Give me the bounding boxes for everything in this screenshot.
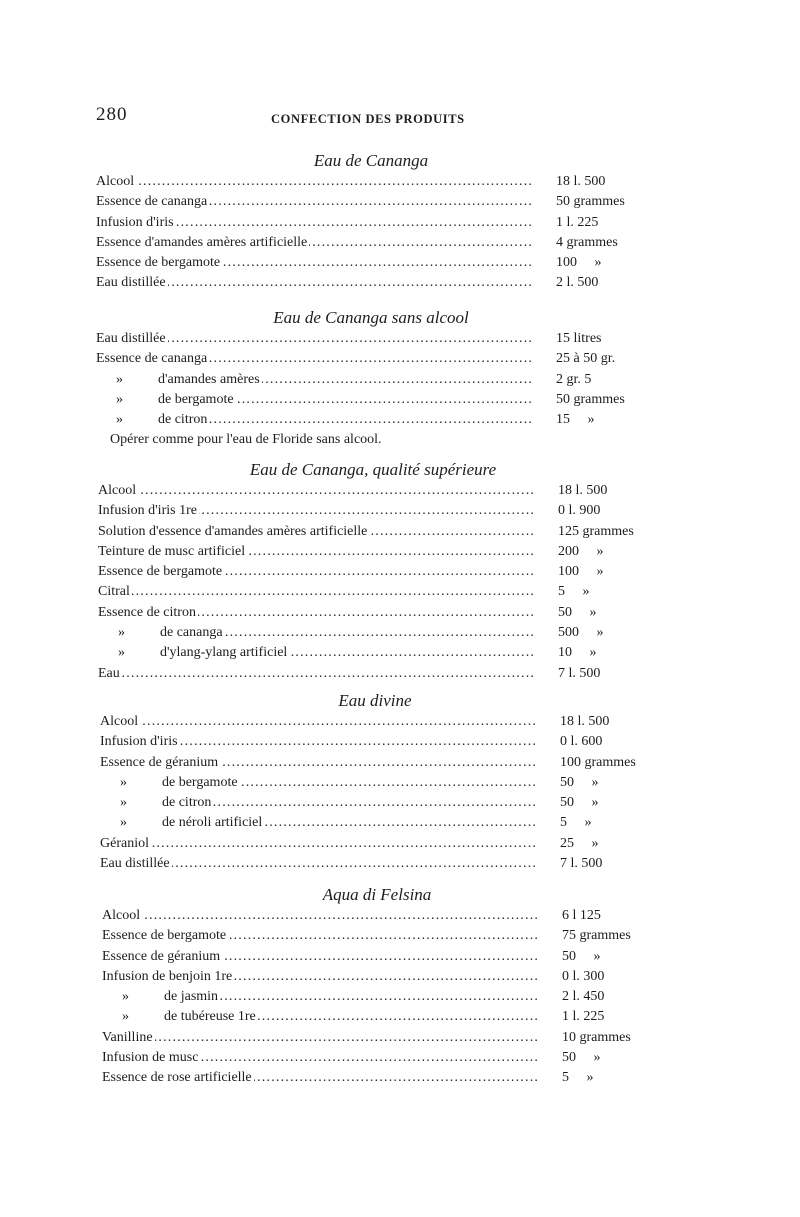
- ingredient-label: de citron: [162, 795, 212, 811]
- running-title: CONFECTION DES PRODUITS: [271, 112, 465, 126]
- ingredient-label: Essence de bergamote: [96, 255, 221, 271]
- ingredient-quantity: 75 grammes: [562, 928, 631, 944]
- ingredient-row: [96, 192, 666, 212]
- ingredient-name: [98, 603, 533, 623]
- recipe-block: [96, 150, 666, 294]
- ingredient-row: [102, 1048, 672, 1068]
- ingredient-row: [98, 542, 668, 562]
- ingredient-quantity: 7 l. 500: [560, 856, 603, 872]
- ingredient-name: [102, 987, 537, 1007]
- ingredient-label: Infusion de musc: [102, 1050, 199, 1066]
- ingredient-quantity: 10 »: [558, 645, 597, 661]
- ingredient-name: [96, 370, 531, 390]
- recipe-title: Aqua di Felsina: [322, 885, 432, 904]
- ingredient-name: [100, 793, 535, 813]
- ingredient-label: Essence de géranium: [102, 948, 221, 964]
- ingredient-name: [100, 732, 535, 752]
- ingredient-quantity: 4 grammes: [556, 234, 618, 250]
- ingredient-quantity: 5 »: [562, 1070, 594, 1086]
- ingredient-row: [96, 329, 666, 349]
- ingredient-quantity: 15 litres: [556, 331, 602, 346]
- ingredient-quantity: 0 l. 600: [560, 734, 603, 750]
- page-header: [96, 104, 566, 130]
- ingredient-quantity: 1 l. 225: [556, 214, 599, 230]
- ingredient-row: [100, 732, 670, 752]
- ingredient-row: [102, 987, 672, 1007]
- ingredient-name: [102, 1068, 537, 1088]
- ingredient-quantity: 25 à 50 gr.: [556, 351, 616, 367]
- ingredient-label: Infusion d'iris 1re: [98, 503, 197, 519]
- ingredient-name: [102, 1007, 537, 1027]
- ingredient-quantity: 500 »: [558, 625, 604, 641]
- ingredient-label: de citron: [158, 412, 208, 428]
- ingredient-name: [96, 253, 531, 273]
- ingredient-label: Essence de rose artificielle: [102, 1070, 252, 1086]
- ingredient-quantity: 0 l. 900: [558, 503, 601, 519]
- ingredient-quantity: 100 »: [556, 255, 602, 271]
- ditto-mark: »: [120, 815, 127, 831]
- ingredient-label: d'amandes amères: [158, 371, 260, 387]
- ingredient-label: Essence de cananga: [96, 351, 208, 367]
- ingredient-row: [96, 213, 666, 233]
- ingredient-name: [96, 233, 531, 253]
- ingredient-row: [100, 793, 670, 813]
- ingredient-row: [96, 349, 666, 369]
- ingredient-quantity: 50 grammes: [556, 194, 625, 210]
- ingredient-name: [102, 926, 537, 946]
- ditto-mark: »: [118, 625, 125, 641]
- recipe-block: [96, 307, 666, 450]
- ingredient-row: [98, 522, 668, 542]
- ingredient-name: [96, 390, 531, 410]
- ingredient-label: Essence de cananga: [96, 194, 208, 210]
- ingredient-name: [102, 947, 537, 967]
- ingredient-quantity: 18 l. 500: [560, 714, 610, 729]
- ingredient-name: [96, 213, 531, 233]
- recipe-title: Eau de Cananga, qualité supérieure: [249, 460, 497, 479]
- ingredient-label: Infusion d'iris: [100, 734, 178, 750]
- ingredient-row: [98, 643, 668, 663]
- ingredient-label: Eau distillée: [96, 275, 166, 291]
- ingredient-name: [102, 967, 537, 987]
- ingredient-quantity: 18 l. 500: [556, 174, 606, 189]
- ingredient-label: de bergamote: [162, 774, 238, 790]
- ingredient-name: [98, 481, 533, 501]
- ingredient-row: [102, 967, 672, 987]
- recipe-title: Eau divine: [338, 691, 412, 710]
- ingredient-label: Teinture de musc artificiel: [98, 543, 246, 559]
- ingredient-label: Infusion d'iris: [96, 214, 174, 230]
- ingredient-quantity: 2 l. 450: [562, 989, 605, 1005]
- ingredient-quantity: 18 l. 500: [558, 483, 608, 498]
- ingredient-quantity: 25 »: [560, 835, 599, 851]
- ingredient-name: [100, 813, 535, 833]
- ingredient-name: [98, 664, 533, 684]
- ingredient-row: [96, 253, 666, 273]
- ingredient-quantity: 2 l. 500: [556, 275, 599, 291]
- ingredient-name: [102, 1028, 537, 1048]
- ingredient-row: [98, 481, 668, 501]
- ingredient-row: [96, 172, 666, 192]
- ingredient-row: [98, 582, 668, 602]
- ingredient-name: [98, 522, 533, 542]
- recipe-note: Opérer comme pour l'eau de Floride sans alcool.: [110, 432, 382, 448]
- ingredient-row: [102, 926, 672, 946]
- ingredient-row: [98, 562, 668, 582]
- page-number: 280: [96, 104, 128, 125]
- recipe-block: [102, 884, 672, 1089]
- ingredient-quantity: 100 »: [558, 564, 604, 580]
- ingredient-quantity: 100 grammes: [560, 754, 636, 770]
- ingredient-name: [100, 712, 535, 732]
- ingredient-name: [98, 623, 533, 643]
- ingredient-label: Eau distillée: [96, 331, 166, 346]
- ingredient-row: [96, 390, 666, 410]
- ingredient-label: Vanilline: [102, 1029, 153, 1045]
- ingredient-quantity: 5 »: [560, 815, 592, 831]
- ingredient-label: d'ylang-ylang artificiel: [160, 645, 288, 661]
- ingredient-name: [102, 906, 537, 926]
- ingredient-name: [100, 834, 535, 854]
- ingredient-label: Essence de bergamote: [102, 928, 227, 944]
- ingredient-row: [102, 1068, 672, 1088]
- ingredient-row: [98, 501, 668, 521]
- ditto-mark: »: [122, 1009, 129, 1025]
- ingredient-label: Alcool: [98, 483, 137, 498]
- recipe-title: Eau de Cananga sans alcool: [273, 308, 469, 327]
- ingredient-quantity: 15 »: [556, 412, 595, 428]
- ingredient-label: Eau distillée: [100, 856, 170, 872]
- ingredient-quantity: 5 »: [558, 584, 590, 600]
- ditto-mark: »: [118, 645, 125, 661]
- ingredient-name: [98, 542, 533, 562]
- ingredient-label: Alcool: [102, 908, 141, 923]
- ingredient-label: Essence d'amandes amères artificielle: [96, 234, 308, 250]
- ingredient-row: [100, 712, 670, 732]
- ingredient-label: de tubéreuse 1re: [164, 1009, 256, 1025]
- ingredient-label: de cananga: [160, 625, 223, 641]
- ingredient-row: [98, 603, 668, 623]
- ingredient-quantity: 50 »: [558, 604, 597, 620]
- ingredient-quantity: 0 l. 300: [562, 968, 605, 984]
- ingredient-quantity: 50 »: [562, 948, 601, 964]
- ingredient-row: [100, 813, 670, 833]
- ingredient-label: Essence de citron: [98, 604, 196, 620]
- ingredient-row: [96, 233, 666, 253]
- ingredient-quantity: 200 »: [558, 543, 604, 559]
- ingredient-name: [96, 172, 531, 192]
- ingredient-label: Géraniol: [100, 835, 149, 851]
- ingredient-name: [102, 1048, 537, 1068]
- ingredient-row: [100, 753, 670, 773]
- ingredient-quantity: 125 grammes: [558, 523, 634, 539]
- recipe-block: [100, 690, 670, 874]
- ingredient-quantity: 2 gr. 5: [556, 371, 592, 387]
- ingredient-name: [100, 854, 535, 874]
- ingredient-row: [102, 1007, 672, 1027]
- ingredient-row: [96, 370, 666, 390]
- ingredient-label: de néroli artificiel: [162, 815, 263, 831]
- ingredient-row: [98, 664, 668, 684]
- ingredient-label: Essence de bergamote: [98, 564, 223, 580]
- ingredient-quantity: 50 »: [562, 1050, 601, 1066]
- ingredient-quantity: 50 grammes: [556, 391, 625, 407]
- ingredient-name: [96, 192, 531, 212]
- ingredient-row: [102, 947, 672, 967]
- ingredient-name: [100, 773, 535, 793]
- ingredient-label: Citral: [98, 584, 130, 600]
- ingredient-row: [102, 906, 672, 926]
- ditto-mark: »: [116, 391, 123, 407]
- ingredient-label: Infusion de benjoin 1re: [102, 968, 233, 984]
- recipe-title: Eau de Cananga: [313, 151, 429, 170]
- ingredient-label: de jasmin: [164, 989, 219, 1005]
- ditto-mark: »: [122, 989, 129, 1005]
- ingredient-label: Solution d'essence d'amandes amères artificielle: [98, 523, 368, 539]
- ingredient-label: Alcool: [100, 714, 139, 729]
- ditto-mark: »: [120, 774, 127, 790]
- ingredient-name: [98, 582, 533, 602]
- ingredient-name: [98, 501, 533, 521]
- ditto-mark: »: [120, 795, 127, 811]
- ingredient-label: Essence de géranium: [100, 754, 219, 770]
- ingredient-name: [96, 349, 531, 369]
- ingredient-row: [100, 773, 670, 793]
- ingredient-label: Alcool: [96, 174, 135, 189]
- ingredient-name: [100, 753, 535, 773]
- ingredient-quantity: 6 l 125: [562, 908, 601, 923]
- ingredient-name: [96, 329, 531, 349]
- ditto-mark: »: [116, 412, 123, 428]
- ingredient-row: [102, 1028, 672, 1048]
- ingredient-row: [100, 854, 670, 874]
- ditto-mark: »: [116, 371, 123, 387]
- ingredient-label: Eau: [98, 665, 120, 681]
- ingredient-row: [100, 834, 670, 854]
- ingredient-quantity: 50 »: [560, 774, 599, 790]
- ingredient-row: [96, 273, 666, 293]
- ingredient-name: [96, 410, 531, 430]
- ingredient-quantity: 1 l. 225: [562, 1009, 605, 1025]
- ingredient-row: [98, 623, 668, 643]
- ingredient-label: de bergamote: [158, 391, 234, 407]
- ingredient-quantity: 50 »: [560, 795, 599, 811]
- ingredient-name: [98, 643, 533, 663]
- ingredient-name: [96, 273, 531, 293]
- ingredient-quantity: 10 grammes: [562, 1029, 631, 1045]
- ingredient-name: [98, 562, 533, 582]
- ingredient-row: [96, 410, 666, 430]
- ingredient-quantity: 7 l. 500: [558, 665, 601, 681]
- recipe-block: [98, 459, 668, 684]
